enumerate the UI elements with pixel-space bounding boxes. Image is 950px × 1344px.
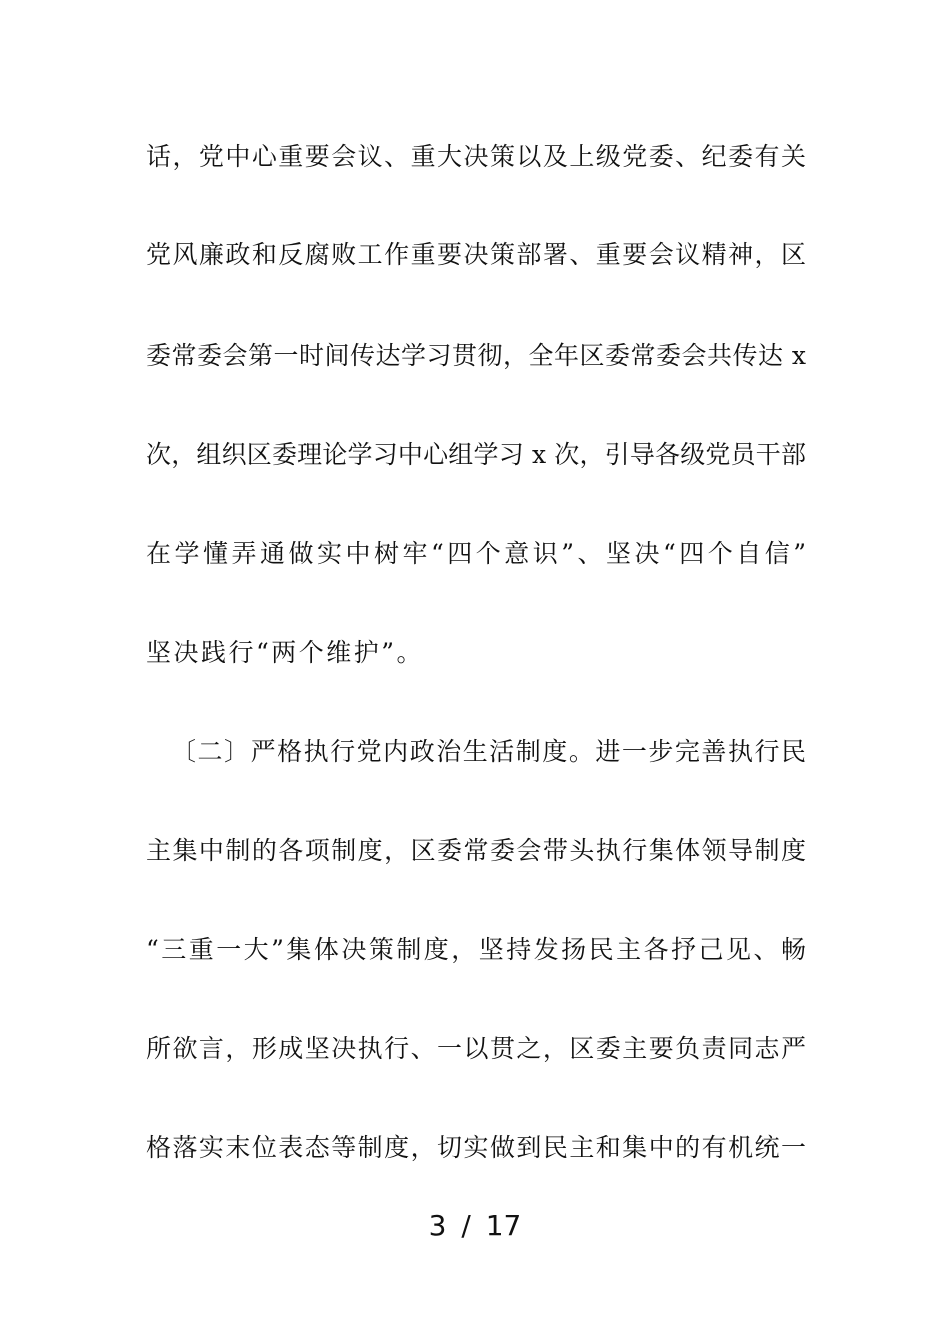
body-text-line: 话，党中心重要会议、重大决策以及上级党委、纪委有关 — [146, 142, 806, 171]
body-text-line: 主集中制的各项制度，区委常委会带头执行集体领导制度 — [146, 836, 806, 865]
section-heading-line: 〔二〕严格执行党内政治生活制度。进一步完善执行民 — [171, 737, 806, 766]
body-text-line: 次，组织区委理论学习中心组学习 x 次，引导各级党员干部 — [146, 440, 806, 469]
body-text-line: 所欲言，形成坚决执行、一以贯之，区委主要负责同志严 — [146, 1034, 806, 1063]
body-text-line: 坚决践行“两个维护”。 — [146, 638, 425, 667]
page-number: 3 / 17 — [428, 1209, 522, 1242]
body-text-line: 在学懂弄通做实中树牢“四个意识”、坚决“四个自信” — [146, 539, 806, 568]
body-text-line: 党风廉政和反腐败工作重要决策部署、重要会议精神，区 — [146, 240, 806, 269]
body-text-line: “三重一大”集体决策制度，坚持发扬民主各抒己见、畅 — [146, 935, 806, 964]
body-text-line: 委常委会第一时间传达学习贯彻，全年区委常委会共传达 x — [146, 341, 806, 370]
body-text-line: 格落实末位表态等制度，切实做到民主和集中的有机统一 — [146, 1133, 806, 1162]
